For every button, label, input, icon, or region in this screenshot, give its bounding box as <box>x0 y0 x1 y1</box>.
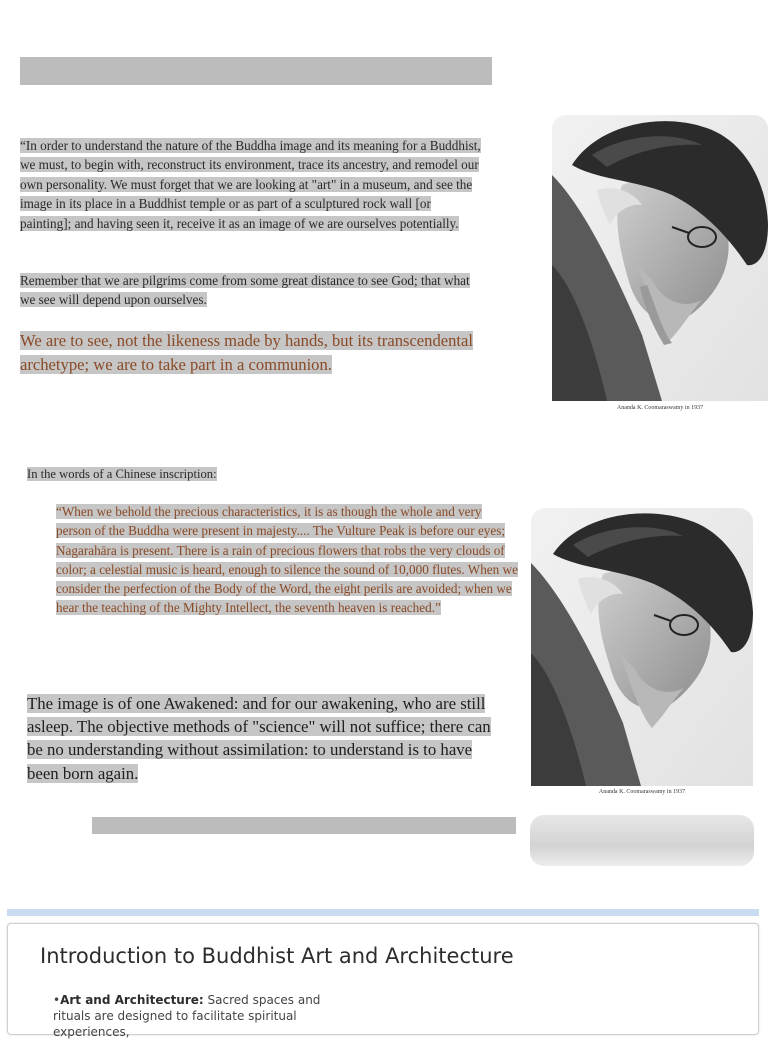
communion-paragraph: We are to see, not the likeness made by hands, but its transcendental archetype; we are to take part in a communion. <box>20 331 474 374</box>
placeholder-bar-2 <box>92 817 516 834</box>
portrait-image <box>552 115 768 433</box>
inscription-intro: In the words of a Chinese inscription: <box>27 467 217 481</box>
bullet-marker: • <box>53 993 61 1007</box>
inscription-quote: “When we behold the precious characteristics, it is as though the whole and very person of the Buddha were present in majesty.... The Vulture Peak is before our eyes; Nagarahāra is present. There is a rain of precious flowers that robs the very clouds of color; a celestial music is heard, enough to silence the sound of 10,000 flutes. When we consider the perfection of the Body of the Word, the eight perils are avoided; when we hear the teaching of the Mighty Intellect, the seventh heaven is reached.” <box>56 504 518 616</box>
awakened-paragraph: The image is of one Awakened: and for our awakening, who are still asleep. The objective methods of "science" will not suffice; there can be no understanding without assimilation: to understand is to have been born again. <box>27 694 491 783</box>
photo-caption-1: Ananda K. Coomaraswamy in 1937 <box>616 405 704 411</box>
photo-caption-2: Ananda K. Coomaraswamy in 1937 <box>598 789 686 795</box>
bullet-bold-label: Art and Architecture: <box>60 993 204 1007</box>
slide-panel <box>7 923 759 1039</box>
slide-title: Introduction to Buddhist Art and Architecture <box>40 944 514 968</box>
bullet-text: Sacred spaces and rituals are designed to facilitate spiritual experiences, <box>53 993 321 1039</box>
portrait-image <box>531 508 753 802</box>
portrait-photo-2 <box>531 508 753 802</box>
title-placeholder-bar <box>20 57 492 85</box>
slide-separator <box>7 909 759 916</box>
quote-paragraph: “In order to understand the nature of the Buddha image and its meaning for a Buddhist, we must, to begin with, reconstruct its environment, trace its ancestry, and remodel our own personality. We must forget that we are looking at "art" in a museum, and see the image in its place in a Buddhist temple or as part of a sculptured rock wall [or painting]; and having seen it, receive it as an image of we are ourselves potentially. <box>20 138 481 231</box>
slide-bullet <box>53 992 353 1040</box>
portrait-photo-1 <box>552 115 768 433</box>
pilgrims-paragraph: Remember that we are pilgrims come from some great distance to see God; that what we see will depend upon ourselves. <box>20 273 470 308</box>
faded-image-card <box>530 815 754 866</box>
